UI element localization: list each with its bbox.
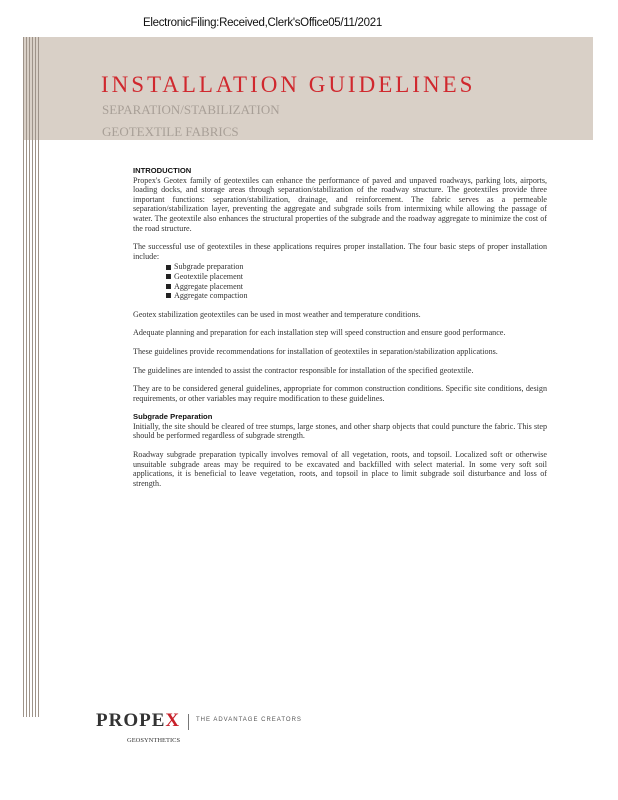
list-item: Aggregate compaction [166,291,547,301]
filing-stamp: ElectronicFiling:Received,Clerk'sOffice05/11/2021 [143,17,382,29]
subtitle-geotextile: GEOTEXTILE FABRICS [102,124,239,139]
intro-paragraph-3: Geotex stabilization geotextiles can be used in most weather and temperature conditions. [133,309,421,319]
square-bullet-icon [166,274,171,279]
intro-paragraph-2: The successful use of geotextiles in these applications requires proper installation. The four basic steps of proper installation include: [133,242,547,261]
logo-geosynthetics: GEOSYNTHETICS [127,737,181,744]
intro-paragraph-1: Propex's Geotex family of geotextiles can enhance the performance of paved and unpaved roadways, parking lots, airports, loading docks, and storage areas through separation/stabilization of the roadway structure. The geotextiles provide three important functions: separation/stabilization, drainage, and reinforcement. The fabric serves as a permeable separation/stabilization layer, preventing the aggregate and subgrade soils from intermixing while allowing the passage of water. The geotextile also enhances the structural properties of the subgrade and the roadway aggregate to minimize the cost of the road structure. [133,175,547,233]
intro-paragraph-6: The guidelines are intended to assist the contractor responsible for installation of the specified geotextile. [133,365,474,375]
intro-paragraph-4: Adequate planning and preparation for each installation step will speed construction and ensure good performance. [133,328,506,338]
logo-x-mark: X [165,710,181,731]
square-bullet-icon [166,293,171,298]
list-item: Geotextile placement [166,272,547,282]
subgrade-paragraph-1: Initially, the site should be cleared of tree stumps, large stones, and other sharp objects that could puncture the fabric. This step should be performed regardless of subgrade strength. [133,421,547,441]
list-item: Subgrade preparation [166,262,547,272]
subgrade-paragraph-2: Roadway subgrade preparation typically involves removal of all vegetation, roots, and topsoil. Localized soft or otherwise unsuitable subgrade areas may be required to be excavated and backfilled with select material. In some very soft soil applications, it is beneficial to leave vegetation, roots, and topsoil in place to limit subgrade soil disturbance and loss of strength. [133,450,547,488]
page-title: INSTALLATION GUIDELINES [101,72,476,97]
square-bullet-icon [166,265,171,270]
logo-tagline: THE ADVANTAGE CREATORS [196,717,302,723]
list-item: Aggregate placement [166,282,547,292]
introduction-heading: INTRODUCTION [133,166,192,175]
margin-rules [23,37,39,717]
intro-paragraph-7: They are to be considered general guidelines, appropriate for common construction conditions. Specific site conditions, design requirements, or other variables may require modification to these guidelines. [133,384,547,403]
intro-paragraph-5: These guidelines provide recommendations for installation of geotextiles in separation/stabilization applications. [133,346,498,356]
subtitle-separation: SEPARATION/STABILIZATION [102,102,280,117]
installation-steps-list [166,262,547,300]
subgrade-heading: Subgrade Preparation [133,412,213,422]
document-body [133,166,547,497]
square-bullet-icon [166,284,171,289]
propex-logo: PROPEX [96,710,181,731]
logo-divider [188,714,189,730]
